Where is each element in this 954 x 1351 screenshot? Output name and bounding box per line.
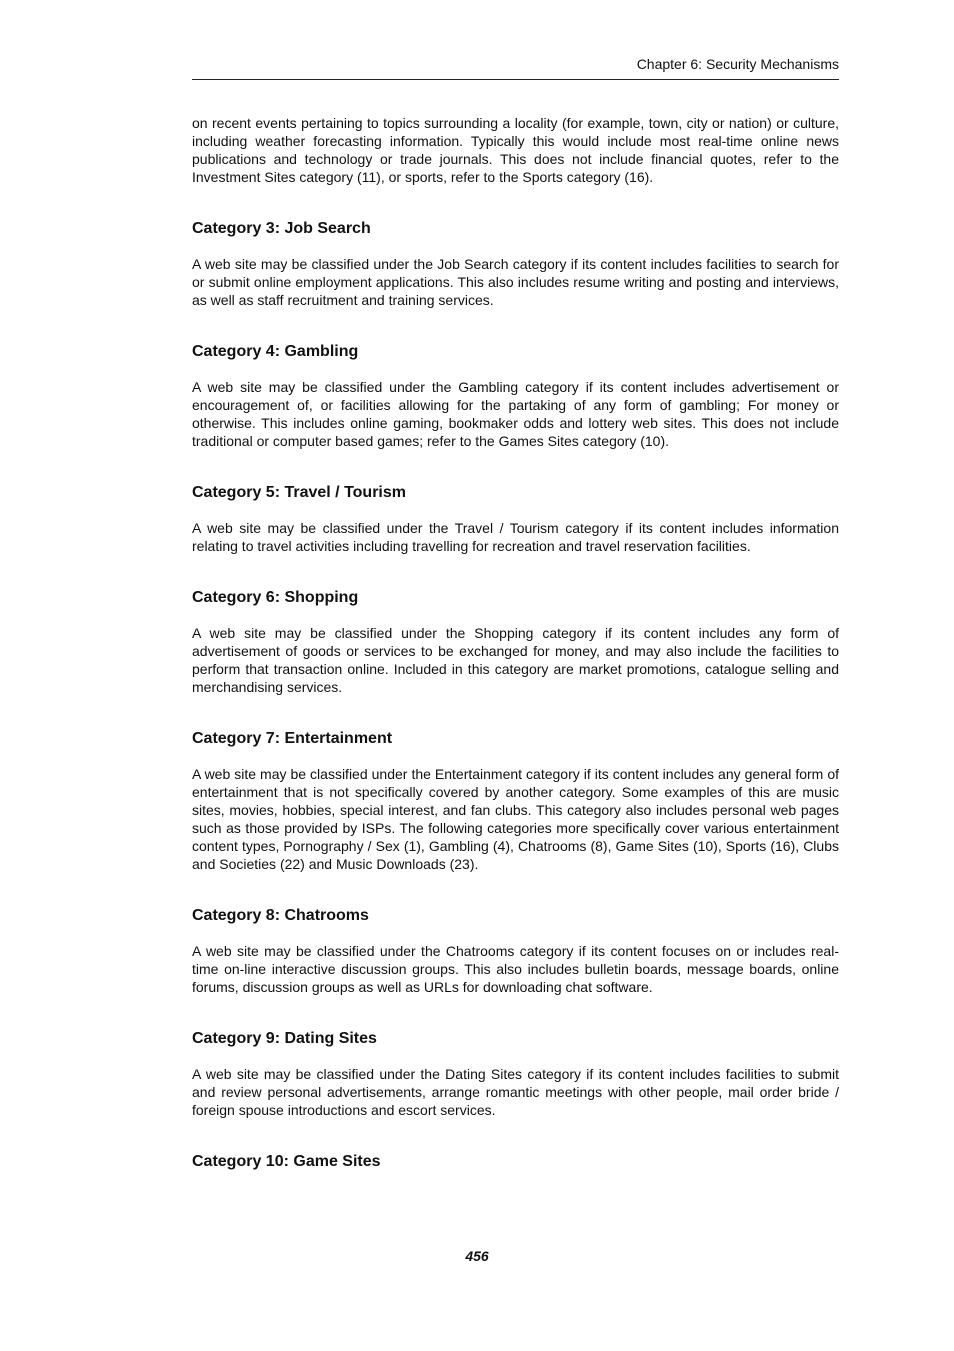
category-8-title: Category 8: Chatrooms: [192, 907, 369, 924]
category-8-text: A web site may be classified under the Chatrooms category if its content focuses on or includes real-time on-line interactive discussion groups. This also includes bulletin boards, message boards, online forums, discussion groups as well as URLs for downloading chat software.: [192, 943, 839, 995]
category-5-text: A web site may be classified under the Travel / Tourism category if its content includes information relating to travel activities including travelling for recreation and travel reservation facilities.: [192, 520, 839, 554]
chapter-title: Chapter 6: Security Mechanisms: [636, 56, 839, 72]
category-3-text: A web site may be classified under the Job Search category if its content includes facilities to search for or submit online employment applications. This also includes resume writing and posting and interviews, as well as staff recruitment and training services.: [192, 256, 839, 308]
main-content: [192, 114, 839, 1172]
category-9-text: A web site may be classified under the Dating Sites category if its content includes facilities to submit and review personal advertisements, arrange romantic meetings with other people, mail order bride / foreign spouse introductions and escort services.: [192, 1066, 839, 1118]
category-10-title: Category 10: Game Sites: [192, 1153, 381, 1170]
category-4-text: A web site may be classified under the Gambling category if its content includes advertisement or encouragement of, or facilities allowing for the partaking of any form of gambling; For money or otherwise. This includes online gaming, bookmaker odds and lottery web sites. This does not include traditional or computer based games; refer to the Games Sites category (10).: [192, 379, 839, 449]
page-header: [192, 54, 839, 80]
category-9-title: Category 9: Dating Sites: [192, 1030, 377, 1047]
intro-paragraph: on recent events pertaining to topics surrounding a locality (for example, town, city or nation) or culture, including weather forecasting information. Typically this would include most real-time online news publications and technology or trade journals. This does not include financial quotes, refer to the Investment Sites category (11), or sports, refer to the Sports category (16).: [192, 115, 839, 185]
category-7-text: A web site may be classified under the Entertainment category if its content includes any general form of entertainment that is not specifically covered by another category. Some examples of this are music sites, movies, hobbies, special interest, and fan clubs. This category also includes personal web pages such as those provided by ISPs. The following categories more specifically cover various entertainment content types, Pornography / Sex (1), Gambling (4), Chatrooms (8), Game Sites (10), Sports (16), Clubs and Societies (22) and Music Downloads (23).: [192, 766, 839, 872]
category-7-title: Category 7: Entertainment: [192, 730, 393, 747]
category-6-title: Category 6: Shopping: [192, 589, 359, 606]
page-number: 456: [465, 1248, 489, 1264]
category-4-title: Category 4: Gambling: [192, 343, 359, 360]
category-3-title: Category 3: Job Search: [192, 220, 371, 237]
category-6-text: A web site may be classified under the Shopping category if its content includes any form of advertisement of goods or services to be exchanged for money, and may also include the facilities to perform that transaction online. Included in this category are market promotions, catalogue selling and merchandising services.: [192, 625, 839, 695]
category-5-title: Category 5: Travel / Tourism: [192, 484, 406, 501]
